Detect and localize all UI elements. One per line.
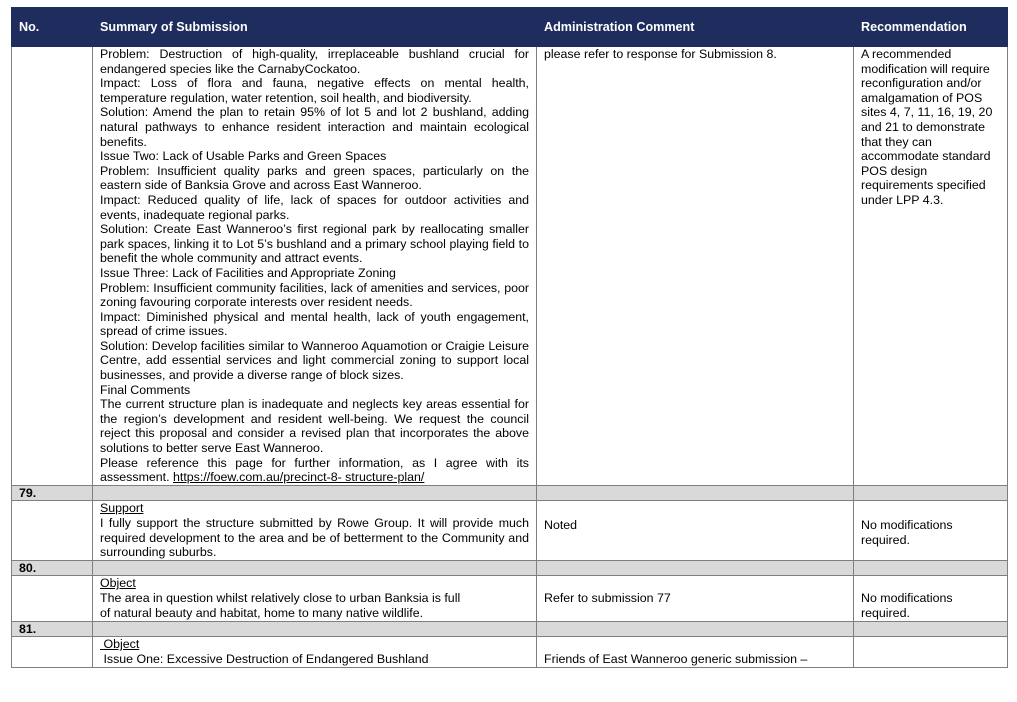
table-row bbox=[12, 576, 1008, 621]
summary-line: Issue One: Excessive Destruction of Endangered Bushland bbox=[100, 651, 429, 666]
cell-admin: Refer to submission 77 bbox=[537, 576, 854, 621]
cell-summary-continued bbox=[93, 47, 537, 486]
summary-heading: Issue Three: Lack of Facilities and Appropriate Zoning bbox=[100, 265, 396, 280]
submissions-table bbox=[11, 7, 1008, 668]
summary-line: Impact: Diminished physical and mental health, lack of youth engagement, spread of crime issues. bbox=[100, 309, 529, 339]
cell-summary bbox=[93, 576, 537, 621]
summary-line: Solution: Develop facilities similar to Wanneroo Aquamotion or Craigie Leisure Centre, add essential services and light commercial zoning to support local businesses, and provide a diverse range of block sizes. bbox=[100, 338, 529, 383]
table-header-row bbox=[12, 8, 1008, 47]
summary-line: of natural beauty and habitat, home to many native wildlife. bbox=[100, 605, 424, 620]
reference-text: Please reference this page for further information, as I agree with its assessment. bbox=[100, 455, 529, 485]
summary-line: Problem: Insufficient quality parks and green spaces, particularly on the eastern side of Banksia Grove and across East Wanneroo. bbox=[100, 163, 529, 193]
cell-no-continued bbox=[12, 47, 93, 486]
submission-position: Support bbox=[100, 501, 144, 516]
table-row-continued bbox=[12, 47, 1008, 486]
summary-heading: Final Comments bbox=[100, 382, 191, 397]
cell-admin: Noted bbox=[537, 501, 854, 560]
summary-line: Impact: Loss of flora and fauna, negative effects on mental health, temperature regulation, water retention, soil health, and biodiversity. bbox=[100, 76, 529, 105]
summary-line: I fully support the structure submitted by Rowe Group. It will provide much required development to the area and be of betterment to the Community and surrounding suburbs. bbox=[100, 516, 529, 560]
header-recommendation: Recommendation bbox=[854, 8, 1008, 47]
cell-admin-continued: please refer to response for Submission 8. bbox=[537, 47, 854, 486]
cell-admin: Friends of East Wanneroo generic submission – bbox=[537, 637, 854, 668]
cell-recommendation bbox=[854, 637, 1008, 668]
summary-line: Impact: Reduced quality of life, lack of spaces for outdoor activities and events, inadequate regional parks. bbox=[100, 192, 529, 222]
cell-recommendation-continued: A recommended modification will require reconfiguration and/or amalgamation of POS sites 4, 7, 11, 16, 19, 20 and 21 to demonstrate that they can accommodate standard POS design requirements specified under LPP 4.3. bbox=[854, 47, 1008, 486]
submission-position: Object bbox=[100, 576, 136, 591]
summary-line: The area in question whilst relatively close to urban Banksia is full bbox=[100, 590, 461, 605]
summary-line: Problem: Insufficient community facilities, lack of amenities and services, poor zoning favouring corporate interests over resident needs. bbox=[100, 280, 529, 310]
cell-summary bbox=[93, 637, 537, 668]
cell-recommendation: No modifications required. bbox=[854, 576, 1008, 621]
submission-position: Object bbox=[103, 637, 140, 652]
summary-line: Problem: Destruction of high-quality, irreplaceable bushland crucial for endangered species like the CarnabyCockatoo. bbox=[100, 47, 529, 76]
table-row bbox=[12, 637, 1008, 668]
cell-summary bbox=[93, 501, 537, 560]
submission-number: 79. bbox=[12, 485, 93, 501]
submission-number-row bbox=[12, 485, 1008, 501]
submission-number-row bbox=[12, 560, 1008, 576]
header-no: No. bbox=[12, 8, 93, 47]
summary-line: Solution: Amend the plan to retain 95% of lot 5 and lot 2 bushland, adding natural pathways to enhance resident interaction and maintain ecological benefits. bbox=[100, 105, 529, 149]
summary-heading: Issue Two: Lack of Usable Parks and Green Spaces bbox=[100, 149, 387, 164]
submission-number-row bbox=[12, 621, 1008, 637]
submission-number: 81. bbox=[12, 621, 93, 637]
submission-number: 80. bbox=[12, 560, 93, 576]
reference-link[interactable]: https://foew.com.au/precinct-8- structure-plan/ bbox=[173, 470, 425, 485]
table-row bbox=[12, 501, 1008, 560]
summary-line: The current structure plan is inadequate and neglects key areas essential for the region’s development and resident well-being. We request the council reject this proposal and consider a revised plan that incorporates the above solutions to better serve East Wanneroo. bbox=[100, 397, 529, 456]
header-admin-comment: Administration Comment bbox=[537, 8, 854, 47]
summary-line: Solution: Create East Wanneroo’s first regional park by reallocating smaller park spaces, linking it to Lot 5’s bushland and a primary school playing field to benefit the whole community and attract events. bbox=[100, 222, 529, 266]
cell-recommendation: No modifications required. bbox=[854, 501, 1008, 560]
header-summary: Summary of Submission bbox=[93, 8, 537, 47]
summary-line bbox=[100, 456, 529, 485]
